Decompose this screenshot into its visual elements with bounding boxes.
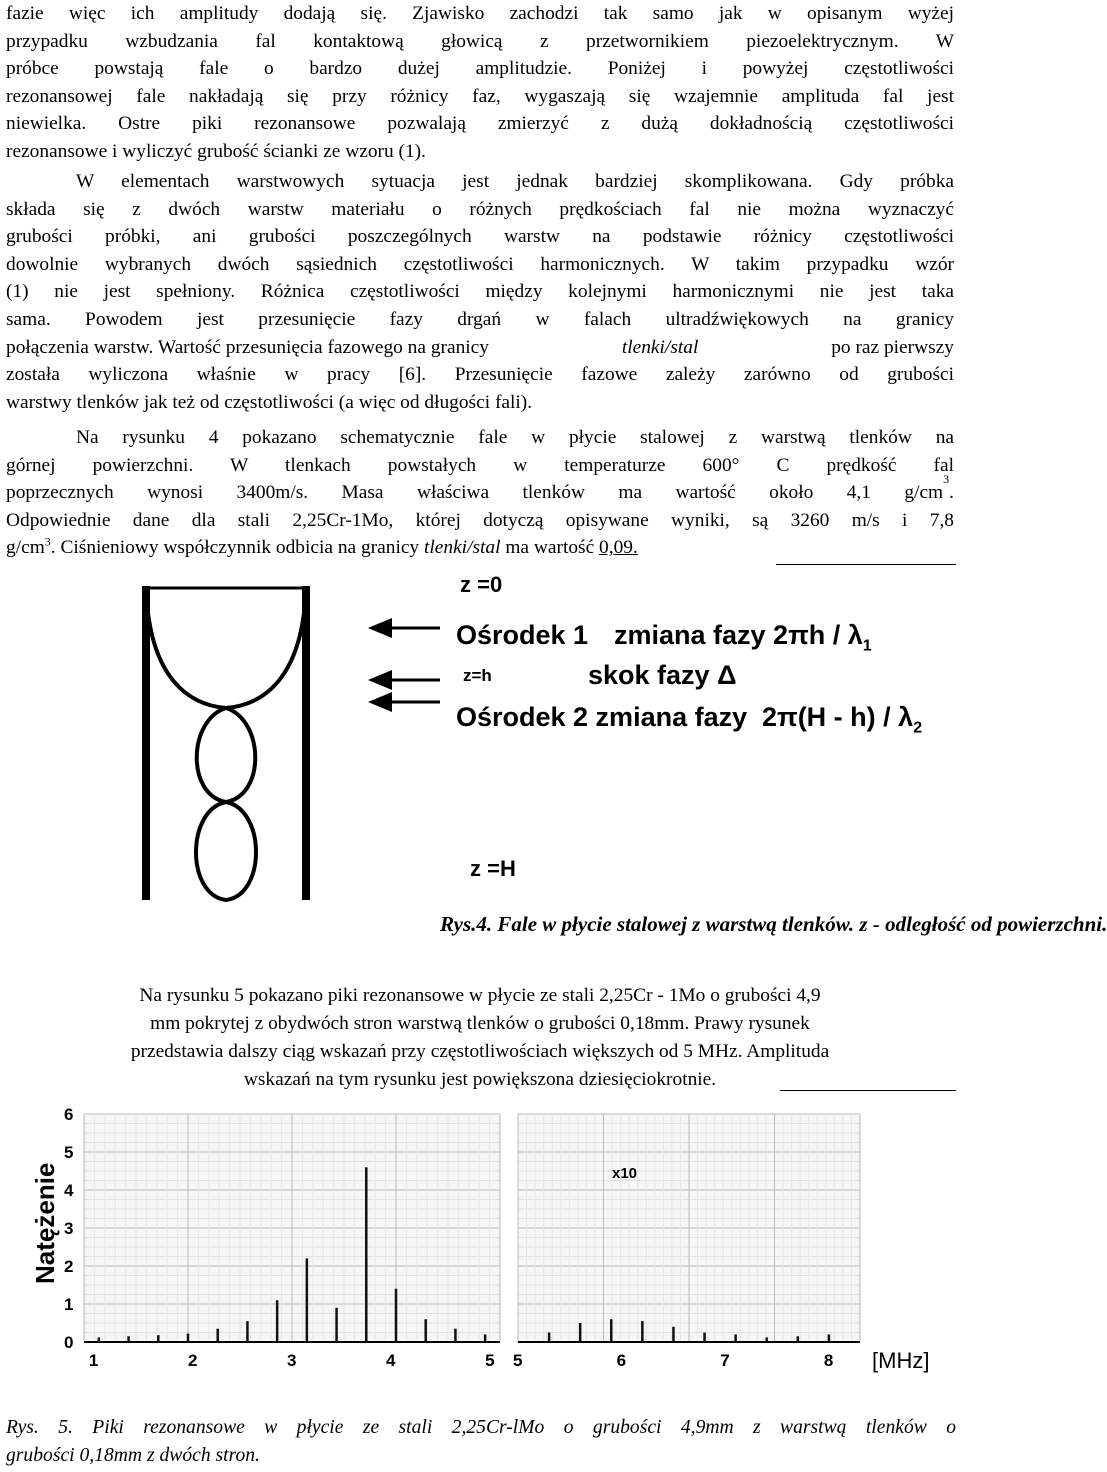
text-fragment: tlenki/stal (621, 336, 699, 358)
label-zH: z =H (470, 856, 516, 881)
y-tick-label: 0 (64, 1333, 74, 1352)
text-line: przypadku wzbudzania fal kontaktową głowicą z przetwornikiem piezoelektrycznym. W (6, 30, 954, 52)
text-line: sama. Powodem jest przesunięcie fazy drgań w falach ultradźwiękowych na granicy (6, 308, 954, 330)
text-line: dowolnie wybranych dwóch sąsiednich częstotliwości harmonicznych. W takim przypadku wzór (6, 253, 954, 275)
text-line: Odpowiednie dane dla stali 2,25Cr-1Mo, której dotyczą opisywane wyniki, są 3260 m/s i 7,8 (6, 509, 954, 531)
figure4-intro-paragraph (6, 424, 954, 562)
x-tick-label: 3 (287, 1351, 297, 1370)
y-tick-label: 5 (64, 1143, 74, 1162)
figure5-caption (6, 1414, 956, 1470)
arrow-icon (368, 618, 440, 638)
x-tick-label: 1 (88, 1351, 99, 1370)
annotation-x10: x10 (612, 1165, 638, 1182)
text-fragment: po raz pierwszy (831, 336, 954, 358)
x-tick-label: 8 (823, 1351, 834, 1370)
text-line: Na rysunku 4 pokazano schematycznie fale w płycie stalowej z warstwą tlenków na (76, 427, 954, 448)
text-line: mm pokrytej z obydwóch stron warstwą tlenków o grubości 0,18mm. Prawy rysunek (150, 1013, 810, 1034)
y-tick-label: 1 (64, 1295, 74, 1314)
text-line: wskazań na tym rysunku jest powiększona dziesięciokrotnie. (243, 1069, 717, 1090)
text-line: grubości 0,18mm z dwóch stron. (6, 1445, 261, 1466)
x-tick-label: 2 (187, 1351, 198, 1370)
superscript: 3 (44, 534, 51, 549)
layered-paragraph (6, 168, 954, 416)
wave-curve (146, 590, 306, 672)
y-tick-label: 3 (64, 1219, 74, 1238)
text-fragment: . (949, 482, 954, 504)
text-fragment: g/cm (6, 537, 45, 559)
figure5-chart (0, 1094, 960, 1410)
x-tick-label: 7 (720, 1351, 730, 1370)
text-line: W elementach warstwowych sytuacja jest jednak bardziej skomplikowana. Gdy próbka (76, 171, 954, 192)
y-axis-label: Natężenie (30, 1162, 60, 1284)
label-z0: z =0 (460, 572, 503, 597)
label-medium1: Ośrodek 1 (456, 620, 589, 650)
label-medium2: Ośrodek 2 zmiana fazy (456, 702, 748, 732)
wave-curve (197, 708, 256, 802)
text-line: grubości próbki, ani grubości poszczególnych warstw na podstawie różnicy częstotliwości (6, 226, 954, 248)
text-line: została wyliczona właśnie w pracy [6]. Przesunięcie fazowe zależy zarówno od grubości (6, 364, 954, 386)
arrow-icon (368, 692, 440, 712)
text-line: (1) nie jest spełniony. Różnica częstotliwości między kolejnymi harmonicznymi nie jest taka (6, 281, 954, 303)
text-line: niewielka. Ostre piki rezonansowe pozwalają zmierzyć z dużą dokładnością częstotliwości (6, 113, 954, 135)
intro-paragraph (6, 0, 954, 166)
text-line: rezonansowej fale nakładają się przy różnicy faz, wygaszają się wzajemnie amplituda fal jest (6, 85, 954, 107)
text-fragment: połączenia warstw. Wartość przesunięcia fazowego na granicy (6, 336, 489, 358)
blank-rule (776, 564, 956, 565)
text-line: warstwy tlenków jak też od częstotliwości (a więc od długości fali). (6, 391, 533, 413)
text-fragment: tlenki/stal (424, 537, 501, 559)
text-line: składa się z dwóch warstw materiału o różnych prędkościach fal nie można wyznaczyć (6, 198, 954, 220)
text-line: rezonansowe i wyliczyć grubość ścianki ze wzoru (1). (6, 140, 426, 162)
text-line: fazie więc ich amplitudy dodają się. Zjawisko zachodzi tak samo jak w opisanym wyżej (6, 3, 954, 24)
label-phase1: zmiana fazy $2\pi h / \lambda_1$ (614, 620, 872, 655)
text-line: Rys. 5. Piki rezonansowe w płycie ze stali 2,25Cr-lMo o grubości 4,9mm z warstwą tlenków o (6, 1417, 956, 1438)
text-fragment: . Ciśnieniowy współczynnik odbicia na granicy (50, 537, 420, 559)
arrow-icon (368, 670, 440, 690)
figure4-caption: Rys.4. Fale w płycie stalowej z warstwą tlenków. z - odległość od powierzchni. (440, 912, 1107, 936)
text-fragment: 0,09. (599, 537, 638, 559)
label-zh: z=h (463, 666, 492, 685)
text-line (6, 534, 954, 562)
x-tick-label: 6 (616, 1351, 627, 1370)
text-line: górnej powierzchni. W tlenkach powstałych w temperaturze 600° C prędkość fal (6, 454, 954, 476)
label-phase2: $2\pi(H - h) / \lambda_2$ (762, 702, 923, 737)
y-tick-label: 2 (64, 1257, 74, 1276)
text-fragment: ma wartość (505, 537, 595, 559)
label-phase-jump: skok fazy Δ (588, 660, 737, 690)
blank-rule (780, 1090, 956, 1091)
text-fragment: poprzecznych wynosi 3400m/s. Masa właściwa tlenków ma wartość około 4,1 g/cm (6, 482, 944, 504)
superscript: 3 (943, 472, 950, 487)
x-tick-label: 5 (485, 1351, 495, 1370)
y-tick-label: 6 (64, 1105, 74, 1124)
text-line: próbce powstają fale o bardzo dużej amplitudzie. Poniżej i powyżej częstotliwości (6, 58, 954, 80)
text-line: Na rysunku 5 pokazano piki rezonansowe w płycie ze stali 2,25Cr - 1Mo o grubości 4,9 (139, 985, 821, 1006)
text-line (6, 334, 954, 362)
text-line: przedstawia dalszy ciąg wskazań przy częstotliwościach większych od 5 MHz. Amplituda (130, 1041, 830, 1062)
wave-curve (146, 590, 306, 708)
y-tick-label: 4 (64, 1181, 74, 1200)
x-axis-unit: [MHz] (872, 1348, 930, 1373)
text-line (6, 472, 954, 507)
x-tick-label: 4 (386, 1351, 396, 1370)
wave-curve (196, 802, 256, 900)
x-tick-label: 5 (513, 1351, 523, 1370)
